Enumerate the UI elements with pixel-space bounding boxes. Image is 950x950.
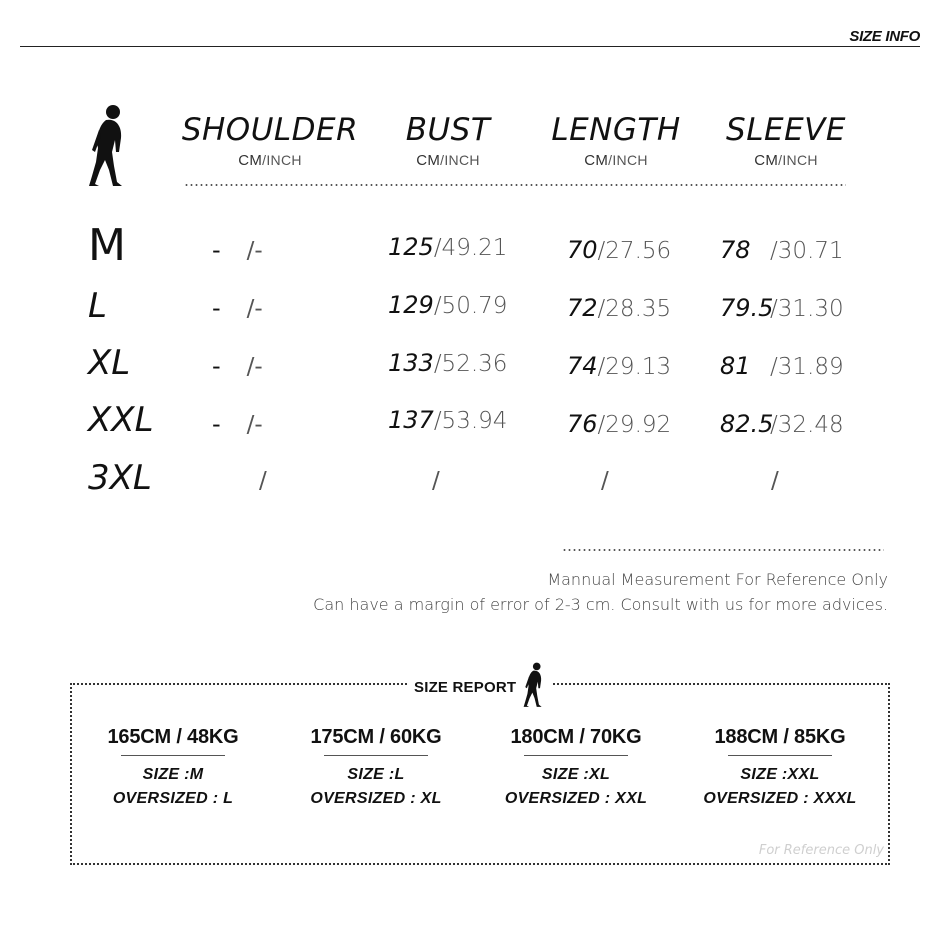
- column-unit: [696, 152, 876, 169]
- bust-cm: 133: [388, 349, 434, 377]
- shoulder-cm: -: [212, 294, 221, 322]
- item-underline: [524, 755, 628, 756]
- height-weight: 188CM / 85KG: [714, 726, 846, 748]
- sleeve-inch: /32.48: [770, 412, 844, 438]
- oversized-size: OVERSIZED : L: [112, 790, 234, 807]
- height-weight: 165CM / 48KG: [107, 726, 239, 748]
- page-title: SIZE INFO: [849, 28, 920, 45]
- sleeve-cell: [720, 236, 844, 264]
- length-cell: [567, 294, 671, 322]
- length-cm: 72: [567, 294, 598, 322]
- bust-inch: /49.21: [433, 235, 508, 261]
- item-underline: [728, 755, 832, 756]
- recommended-size: SIZE :XXL: [740, 766, 820, 783]
- shoulder-cm: -: [212, 352, 221, 380]
- bust-cm: 129: [388, 291, 434, 319]
- header-dotted-divider: [184, 183, 846, 187]
- bust-inch: /52.36: [433, 351, 508, 377]
- recommended-size: SIZE :L: [347, 766, 405, 783]
- bust-cell: [388, 291, 507, 319]
- recommended-size: SIZE :M: [142, 766, 204, 783]
- shoulder-cm: -: [212, 410, 221, 438]
- column-header-length: [526, 112, 706, 169]
- item-underline: [324, 755, 428, 756]
- sleeve-cell: [720, 410, 844, 438]
- height-weight: 180CM / 70KG: [510, 726, 642, 748]
- column-name: SHOULDER: [181, 112, 359, 148]
- length-cell: [567, 352, 671, 380]
- unit-cm: CM: [584, 152, 609, 169]
- notes-dotted-divider: [562, 548, 884, 552]
- header-divider: [20, 46, 920, 47]
- sleeve-inch: /: [771, 468, 779, 494]
- size-report-item: [680, 726, 880, 808]
- measurement-note: Mannual Measurement For Reference Only: [547, 570, 888, 589]
- column-header-bust: [358, 112, 538, 169]
- length-cm: 70: [567, 236, 598, 264]
- shoulder-inch: /-: [246, 354, 263, 380]
- shoulder-inch: /-: [246, 412, 263, 438]
- unit-cm: CM: [416, 152, 441, 169]
- length-cell: [601, 466, 609, 494]
- sleeve-cm: 82.5: [720, 410, 774, 438]
- column-unit: [180, 152, 360, 169]
- size-label: XXL: [88, 400, 154, 440]
- size-report-title: SIZE REPORT: [414, 679, 517, 696]
- column-name: BUST: [405, 112, 491, 148]
- shoulder-cell: [212, 236, 263, 264]
- standing-figure-icon: [86, 104, 130, 188]
- shoulder-cell: [212, 410, 263, 438]
- shoulder-inch: /-: [246, 296, 263, 322]
- reference-footnote: For Reference Only: [758, 843, 884, 858]
- oversized-size: OVERSIZED : XXL: [504, 790, 648, 807]
- item-underline: [121, 755, 225, 756]
- size-label: XL: [88, 343, 131, 383]
- length-inch: /27.56: [597, 238, 672, 264]
- bust-cell: [388, 349, 507, 377]
- column-unit: [358, 152, 538, 169]
- size-report-item: [476, 726, 676, 808]
- sleeve-cell: [720, 294, 844, 322]
- unit-cm: CM: [238, 152, 263, 169]
- unit-inch: /INCH: [608, 152, 648, 168]
- unit-inch: /INCH: [440, 152, 480, 168]
- length-cm: 76: [567, 410, 598, 438]
- unit-inch: /INCH: [778, 152, 818, 168]
- shoulder-cell: [212, 352, 263, 380]
- sleeve-cell: [720, 352, 844, 380]
- length-inch: /28.35: [597, 296, 672, 322]
- size-report-header: [408, 662, 552, 713]
- sleeve-cell: [771, 466, 779, 494]
- shoulder-cell: [212, 294, 263, 322]
- column-name: LENGTH: [551, 112, 681, 148]
- size-label: 3XL: [88, 458, 152, 498]
- column-header-shoulder: [180, 112, 360, 169]
- standing-figure-icon: [522, 662, 546, 713]
- column-header-sleeve: [696, 112, 876, 169]
- bust-inch: /: [432, 468, 440, 494]
- shoulder-cell: [259, 466, 267, 494]
- size-label: L: [88, 286, 107, 326]
- length-inch: /29.13: [597, 354, 672, 380]
- size-report-item: [73, 726, 273, 808]
- sleeve-cm: 78: [720, 236, 751, 264]
- bust-cell: [432, 466, 440, 494]
- error-margin-note: Can have a margin of error of 2-3 cm. Consult with us for more advices.: [313, 595, 888, 614]
- bust-cm: 125: [388, 233, 434, 261]
- bust-cell: [388, 406, 507, 434]
- bust-inch: /50.79: [433, 293, 508, 319]
- size-label: M: [88, 220, 126, 271]
- length-cell: [567, 410, 671, 438]
- oversized-size: OVERSIZED : XXXL: [703, 790, 857, 807]
- length-inch: /: [601, 468, 609, 494]
- height-weight: 175CM / 60KG: [310, 726, 442, 748]
- length-cell: [567, 236, 671, 264]
- column-name: SLEEVE: [726, 112, 846, 148]
- sleeve-inch: /31.89: [770, 354, 844, 380]
- oversized-size: OVERSIZED : XL: [310, 790, 442, 807]
- recommended-size: SIZE :XL: [541, 766, 611, 783]
- bust-cell: [388, 233, 507, 261]
- sleeve-inch: /31.30: [770, 296, 844, 322]
- sleeve-cm: 81: [720, 352, 751, 380]
- length-inch: /29.92: [597, 412, 672, 438]
- bust-inch: /53.94: [433, 408, 508, 434]
- shoulder-inch: /: [259, 468, 267, 494]
- shoulder-cm: -: [212, 236, 221, 264]
- length-cm: 74: [567, 352, 598, 380]
- sleeve-inch: /30.71: [770, 238, 844, 264]
- unit-inch: /INCH: [262, 152, 302, 168]
- shoulder-inch: /-: [246, 238, 263, 264]
- column-unit: [526, 152, 706, 169]
- sleeve-cm: 79.5: [720, 294, 774, 322]
- bust-cm: 137: [388, 406, 434, 434]
- size-report-item: [276, 726, 476, 808]
- unit-cm: CM: [754, 152, 779, 169]
